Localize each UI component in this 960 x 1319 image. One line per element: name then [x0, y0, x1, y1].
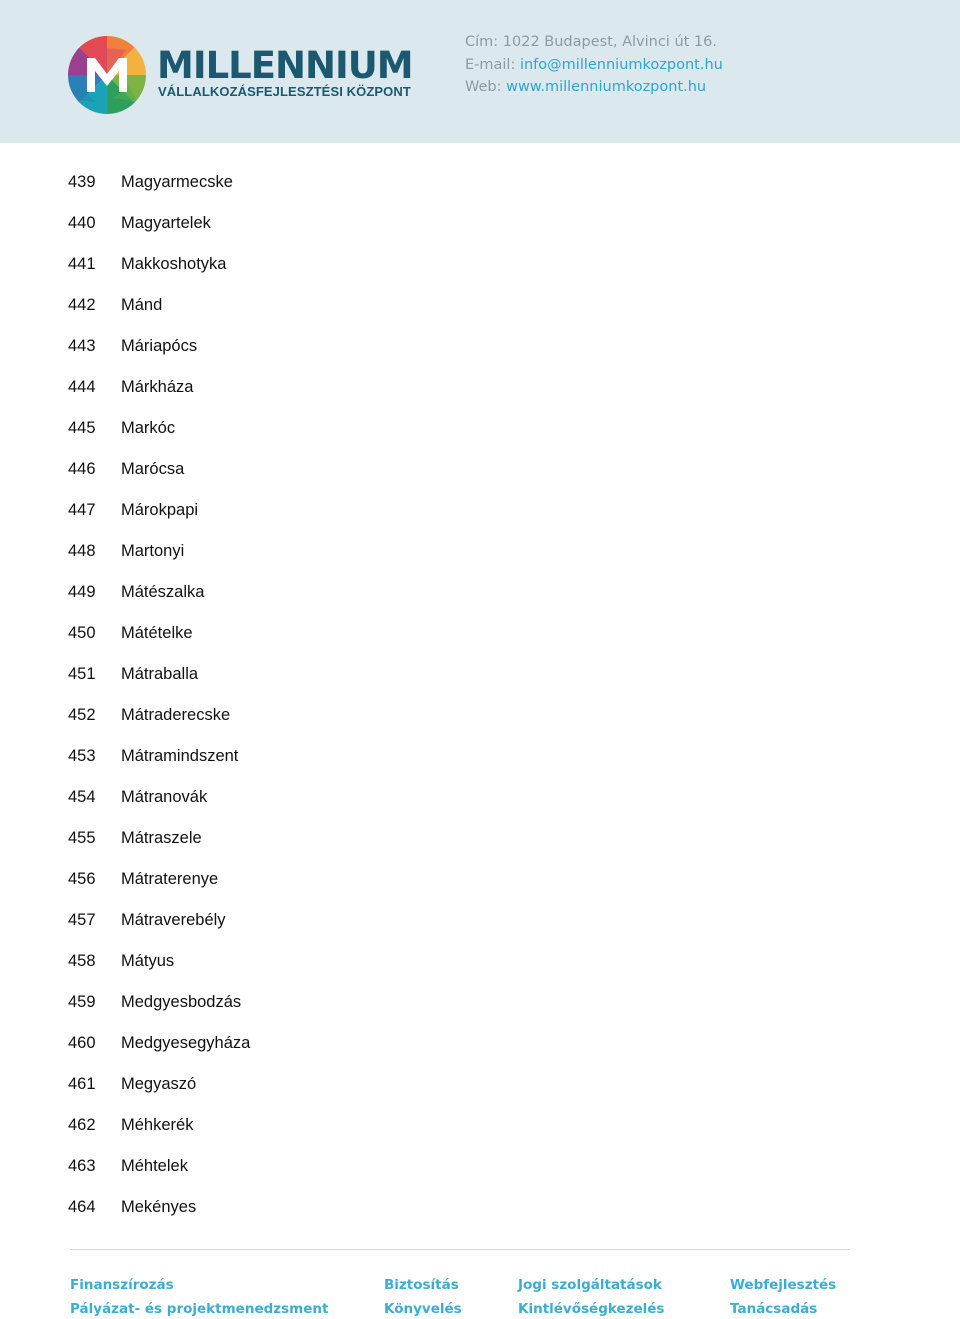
item-number: 446 — [68, 460, 96, 478]
item-name: Marócsa — [121, 460, 185, 478]
item-number: 464 — [68, 1198, 96, 1216]
list-item — [68, 252, 468, 293]
item-name: Márokpapi — [121, 501, 199, 519]
logo-title: MILLENNIUM — [157, 44, 413, 87]
item-number: 456 — [68, 870, 96, 888]
item-number: 453 — [68, 747, 96, 765]
list-item — [68, 580, 468, 621]
email-line — [465, 54, 723, 77]
item-number: 458 — [68, 952, 96, 970]
list-item — [68, 1113, 468, 1154]
list-item — [68, 703, 468, 744]
item-number: 460 — [68, 1034, 96, 1052]
item-number: 450 — [68, 624, 96, 642]
item-name: Medgyesegyháza — [121, 1034, 251, 1052]
address-line: Cím: 1022 Budapest, Alvinci út 16. — [465, 34, 717, 50]
item-name: Mátételke — [121, 624, 193, 642]
item-name: Mánd — [121, 296, 163, 314]
contact-block — [465, 31, 723, 99]
item-name: Magyartelek — [121, 214, 211, 232]
item-name: Mátranovák — [121, 788, 208, 806]
list-item — [68, 1154, 468, 1195]
list-item — [68, 1195, 468, 1236]
list-item — [68, 498, 468, 539]
footer-column-4 — [730, 1273, 836, 1319]
item-name: Méhkerék — [121, 1116, 194, 1134]
email-label: E-mail: — [465, 56, 520, 73]
item-name: Mátramindszent — [121, 747, 239, 765]
item-name: Máriapócs — [121, 337, 198, 355]
list-item — [68, 744, 468, 785]
item-number: 440 — [68, 214, 96, 232]
item-name: Mátraverebély — [121, 911, 226, 929]
footer-column-3 — [518, 1273, 664, 1319]
list-item — [68, 211, 468, 252]
item-number: 448 — [68, 542, 96, 560]
item-name: Mátraballa — [121, 665, 199, 683]
list-item — [68, 826, 468, 867]
millennium-logo-icon — [68, 36, 146, 114]
item-number: 449 — [68, 583, 96, 601]
item-name: Markóc — [121, 419, 176, 437]
list-item — [68, 375, 468, 416]
logo-subtitle: VÁLLALKOZÁSFEJLESZTÉSI KÖZPONT — [158, 84, 411, 99]
item-number: 443 — [68, 337, 96, 355]
list-item — [68, 908, 468, 949]
item-number: 457 — [68, 911, 96, 929]
list-item — [68, 539, 468, 580]
settlement-list — [68, 170, 468, 1236]
list-item — [68, 1031, 468, 1072]
footer-link-webfejlesztes[interactable]: Webfejlesztés — [730, 1277, 837, 1293]
item-number: 452 — [68, 706, 96, 724]
item-number: 462 — [68, 1116, 96, 1134]
footer-link-jogi[interactable]: Jogi szolgáltatások — [518, 1277, 662, 1293]
item-name: Mátészalka — [121, 583, 205, 601]
email-link[interactable]: info@millenniumkozpont.hu — [519, 56, 723, 73]
footer-link-biztositas[interactable]: Biztosítás — [384, 1277, 459, 1293]
item-number: 454 — [68, 788, 96, 806]
list-item — [68, 457, 468, 498]
item-number: 445 — [68, 419, 96, 437]
item-name: Méhtelek — [121, 1157, 188, 1175]
item-name: Magyarmecske — [121, 173, 233, 191]
web-line — [465, 76, 723, 99]
list-item — [68, 621, 468, 662]
item-number: 439 — [68, 173, 96, 191]
item-number: 463 — [68, 1157, 96, 1175]
item-number: 442 — [68, 296, 96, 314]
list-item — [68, 170, 468, 211]
item-name: Mekényes — [121, 1198, 197, 1216]
list-item — [68, 334, 468, 375]
list-item — [68, 867, 468, 908]
list-item — [68, 785, 468, 826]
footer-link-konyveles[interactable]: Könyvelés — [384, 1301, 462, 1317]
item-name: Mátraterenye — [121, 870, 219, 888]
item-number: 451 — [68, 665, 96, 683]
footer-link-finanszirozas[interactable]: Finanszírozás — [70, 1277, 174, 1293]
footer-link-tanacsadas[interactable]: Tanácsadás — [730, 1301, 818, 1317]
list-item — [68, 949, 468, 990]
page-header — [0, 0, 960, 143]
item-name: Mátraderecske — [121, 706, 231, 724]
item-number: 447 — [68, 501, 96, 519]
web-link[interactable]: www.millenniumkozpont.hu — [506, 79, 707, 95]
web-label: Web: — [465, 79, 507, 95]
footer-column-1 — [70, 1273, 328, 1319]
list-item — [68, 1072, 468, 1113]
footer-link-palyazat[interactable]: Pályázat- és projektmenedzsment — [70, 1301, 329, 1317]
item-name: Martonyi — [121, 542, 185, 560]
item-number: 455 — [68, 829, 96, 847]
footer-divider — [70, 1249, 850, 1250]
item-number: 459 — [68, 993, 96, 1011]
item-name: Makkoshotyka — [121, 255, 227, 273]
footer-link-kintlevoseg[interactable]: Kintlévőségkezelés — [518, 1301, 665, 1317]
item-number: 441 — [68, 255, 96, 273]
item-number: 444 — [68, 378, 96, 396]
list-item — [68, 416, 468, 457]
item-name: Márkháza — [121, 378, 194, 396]
item-name: Medgyesbodzás — [121, 993, 242, 1011]
list-item — [68, 662, 468, 703]
footer-column-2 — [384, 1273, 462, 1319]
list-item — [68, 293, 468, 334]
list-item — [68, 990, 468, 1031]
item-name: Mátyus — [121, 952, 175, 970]
item-name: Megyaszó — [121, 1075, 197, 1093]
item-number: 461 — [68, 1075, 96, 1093]
item-name: Mátraszele — [121, 829, 202, 847]
